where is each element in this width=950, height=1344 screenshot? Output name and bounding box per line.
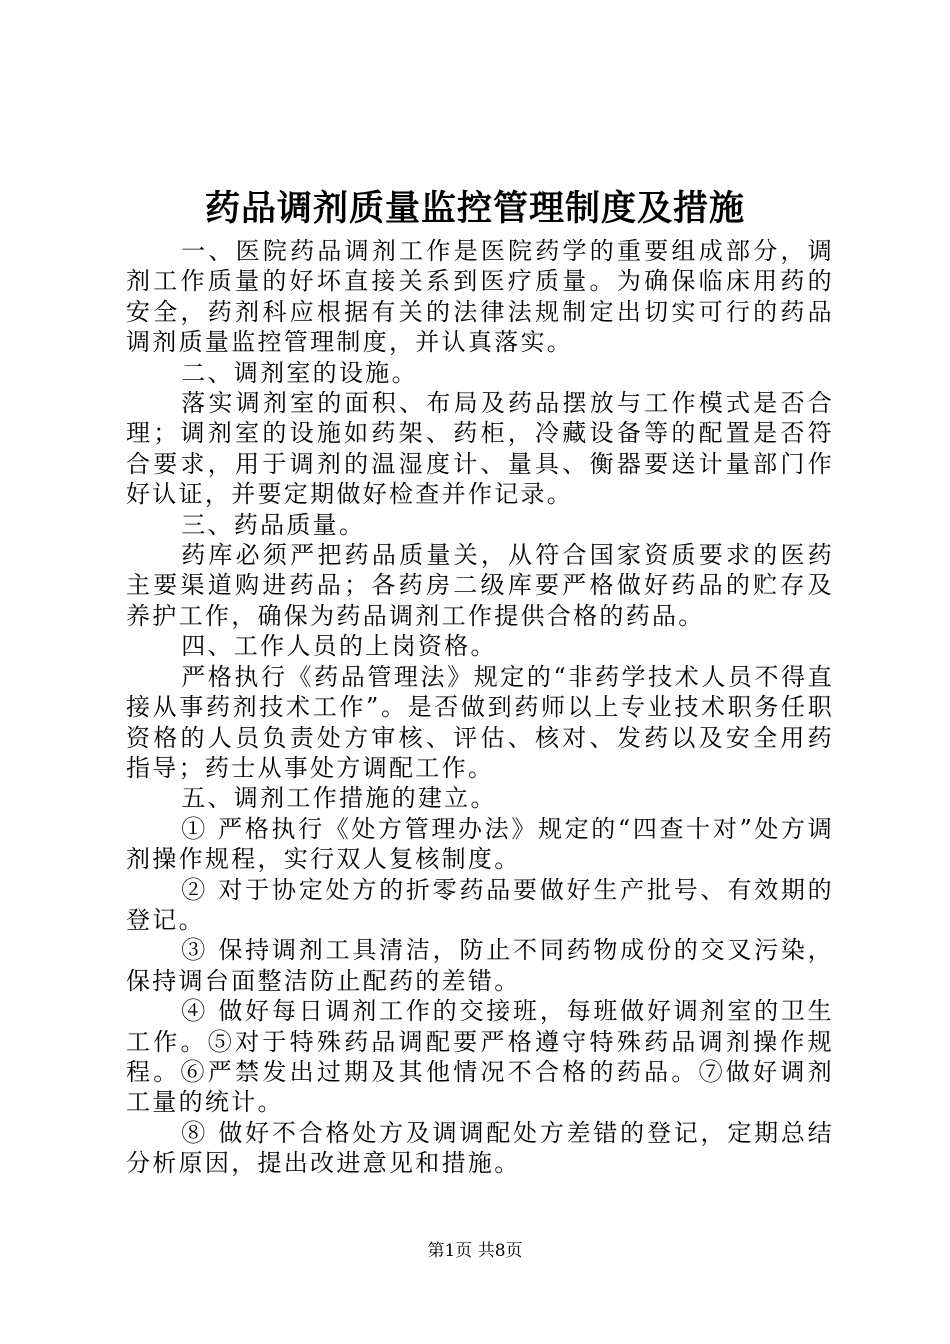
- paragraph: ① 严格执行《处方管理办法》规定的“四查十对”处方调剂操作规程，实行双人复核制度。: [126, 814, 834, 874]
- paragraph: ⑧ 做好不合格处方及调调配处方差错的登记，定期总结分析原因，提出改进意见和措施。: [126, 1118, 834, 1178]
- paragraph: ② 对于协定处方的折零药品要做好生产批号、有效期的登记。: [126, 875, 834, 934]
- page-footer: 第1页 共8页: [427, 1241, 523, 1261]
- paragraph: 二、调剂室的设施。: [181, 358, 418, 387]
- paragraph: 一、医院药品调剂工作是医院药学的重要组成部分，调剂工作质量的好坏直接关系到医疗质量。为确保临床用药的安全，药剂科应根据有关的法律法规制定出切实可行的药品调剂质量监控管理制度，并认真落实。: [126, 237, 834, 357]
- paragraph: 落实调剂室的面积、布局及药品摆放与工作模式是否合理；调剂室的设施如药架、药柜，冷藏设备等的配置是否符合要求，用于调剂的温湿度计、量具、衡器要送计量部门作好认证，并要定期做好检查并作记录。: [126, 389, 834, 509]
- paragraph: 严格执行《药品管理法》规定的“非药学技术人员不得直接从事药剂技术工作”。是否做到药师以上专业技术职务任职资格的人员负责处方审核、评估、核对、发药以及安全用药指导；药士从事处方调配工作。: [126, 662, 834, 782]
- document-title: 药品调剂质量监控管理制度及措施: [204, 188, 745, 229]
- paragraph: 四、工作人员的上岗资格。: [181, 632, 497, 661]
- document-body: [126, 236, 834, 1179]
- paragraph: 三、药品质量。: [181, 510, 366, 539]
- paragraph: 五、调剂工作措施的建立。: [181, 784, 497, 813]
- paragraph: ④ 做好每日调剂工作的交接班，每班做好调剂室的卫生工作。⑤对于特殊药品调配要严格遵守特殊药品调剂操作规程。⑥严禁发出过期及其他情况不合格的药品。⑦做好调剂工量的统计。: [126, 997, 834, 1117]
- paragraph: ③ 保持调剂工具清洁，防止不同药物成份的交叉污染，保持调台面整洁防止配药的差错。: [126, 936, 834, 995]
- paragraph: 药库必须严把药品质量关，从符合国家资质要求的医药主要渠道购进药品；各药房二级库要严格做好药品的贮存及养护工作，确保为药品调剂工作提供合格的药品。: [126, 541, 834, 630]
